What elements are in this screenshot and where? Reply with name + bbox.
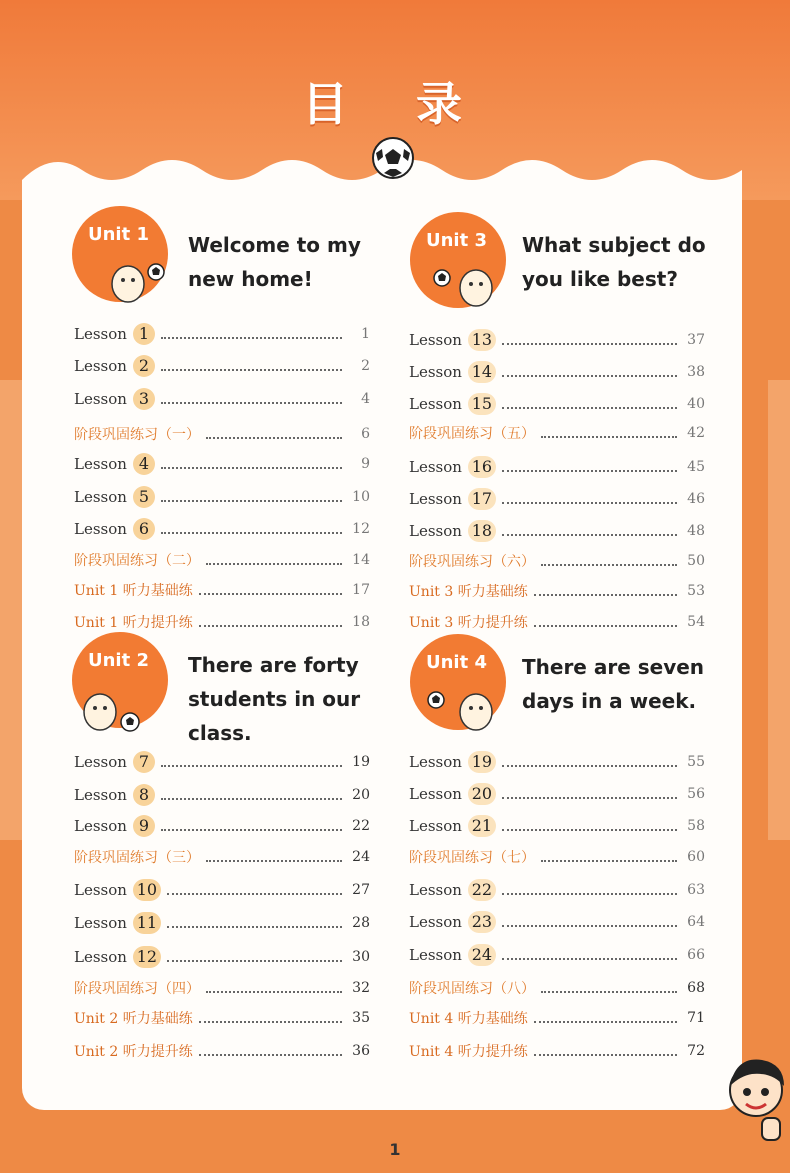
lesson-number: 12 xyxy=(133,946,161,968)
leader-dots xyxy=(502,343,677,345)
page-ref: 50 xyxy=(687,553,705,569)
lesson-number: 9 xyxy=(133,815,155,837)
lesson-label: Lesson xyxy=(409,522,462,540)
page-ref: 20 xyxy=(352,787,370,803)
lesson-label: Lesson xyxy=(409,395,462,413)
page-ref: 68 xyxy=(687,980,705,996)
leader-dots xyxy=(502,470,677,472)
unit-label: Unit 2 xyxy=(88,650,149,671)
leader-dots xyxy=(161,532,342,534)
toc-row[interactable] xyxy=(74,908,370,938)
dinosaur-mascot-icon xyxy=(426,684,502,736)
toc-row[interactable] xyxy=(409,875,705,905)
lesson-label: Lesson xyxy=(74,881,127,899)
unit-label: Unit 4 xyxy=(426,652,487,673)
lesson-number: 6 xyxy=(133,518,155,540)
page-ref: 40 xyxy=(687,396,705,412)
toc-row[interactable] xyxy=(409,389,705,419)
toc-row[interactable] xyxy=(74,747,370,777)
page-ref: 1 xyxy=(361,326,370,342)
leader-dots xyxy=(502,893,677,895)
toc-row[interactable] xyxy=(409,607,705,637)
lesson-number: 24 xyxy=(468,944,496,966)
lesson-number: 11 xyxy=(133,912,161,934)
leader-dots xyxy=(206,563,342,565)
lesson-number: 21 xyxy=(468,815,496,837)
leader-dots xyxy=(161,798,342,800)
page-ref: 56 xyxy=(687,786,705,802)
page-ref: 14 xyxy=(352,552,370,568)
toc-row[interactable] xyxy=(409,779,705,809)
leader-dots xyxy=(199,625,342,627)
lesson-label: Lesson xyxy=(74,390,127,408)
toc-row[interactable] xyxy=(74,575,370,605)
lesson-number: 13 xyxy=(468,329,496,351)
leader-dots xyxy=(541,860,677,862)
page-ref: 58 xyxy=(687,818,705,834)
leader-dots xyxy=(206,860,342,862)
lesson-label: Lesson xyxy=(409,490,462,508)
page-ref: 22 xyxy=(352,818,370,834)
leader-dots xyxy=(161,467,342,469)
page-ref: 55 xyxy=(687,754,705,770)
page-ref: 27 xyxy=(352,882,370,898)
lesson-number: 19 xyxy=(468,751,496,773)
lesson-label: Lesson xyxy=(409,913,462,931)
toc-row[interactable] xyxy=(409,1003,705,1033)
lesson-label: Lesson xyxy=(409,458,462,476)
toc-row[interactable] xyxy=(409,907,705,937)
toc-row[interactable] xyxy=(409,576,705,606)
dinosaur-mascot-icon xyxy=(78,684,144,736)
page-ref: 17 xyxy=(352,582,370,598)
practice-label: 阶段巩固练习（二） xyxy=(74,553,200,569)
lesson-number: 3 xyxy=(133,388,155,410)
listening-label: Unit 3 听力提升练 xyxy=(409,615,528,631)
toc-row[interactable] xyxy=(74,1003,370,1033)
page-ref: 42 xyxy=(687,425,705,441)
toc-row[interactable] xyxy=(409,811,705,841)
toc-row[interactable] xyxy=(74,514,370,544)
lesson-label: Lesson xyxy=(74,455,127,473)
toc-row[interactable] xyxy=(74,319,370,349)
lesson-number: 23 xyxy=(468,911,496,933)
listening-label: Unit 3 听力基础练 xyxy=(409,584,528,600)
leader-dots xyxy=(502,375,677,377)
leader-dots xyxy=(534,1054,677,1056)
page-ref: 24 xyxy=(352,849,370,865)
page-ref: 12 xyxy=(352,521,370,537)
toc-row[interactable] xyxy=(74,607,370,637)
leader-dots xyxy=(502,958,677,960)
practice-label: 阶段巩固练习（五） xyxy=(409,426,535,442)
toc-row[interactable] xyxy=(74,875,370,905)
leader-dots xyxy=(206,437,342,439)
leader-dots xyxy=(161,500,342,502)
toc-row[interactable] xyxy=(74,419,370,449)
leader-dots xyxy=(502,829,677,831)
listening-label: Unit 1 听力提升练 xyxy=(74,615,193,631)
leader-dots xyxy=(541,436,677,438)
unit-title: There are seven days in a week. xyxy=(522,655,705,713)
toc-row[interactable] xyxy=(409,940,705,970)
lesson-label: Lesson xyxy=(74,488,127,506)
lesson-label: Lesson xyxy=(74,817,127,835)
lesson-number: 1 xyxy=(133,323,155,345)
unit-title: There are forty students in our class. xyxy=(188,653,361,745)
toc-row[interactable] xyxy=(409,325,705,355)
page-ref: 6 xyxy=(361,426,370,442)
leader-dots xyxy=(534,1021,677,1023)
listening-label: Unit 1 听力基础练 xyxy=(74,583,193,599)
leader-dots xyxy=(502,502,677,504)
toc-row[interactable] xyxy=(74,942,370,972)
toc-row[interactable] xyxy=(409,546,705,576)
page-ref: 64 xyxy=(687,914,705,930)
unit-label: Unit 1 xyxy=(88,224,149,245)
page-ref: 28 xyxy=(352,915,370,931)
toc-row[interactable] xyxy=(74,973,370,1003)
toc-row[interactable] xyxy=(409,1036,705,1066)
toc-row[interactable] xyxy=(409,973,705,1003)
page-ref: 53 xyxy=(687,583,705,599)
listening-label: Unit 4 听力基础练 xyxy=(409,1011,528,1027)
right-stripe xyxy=(768,380,790,840)
dinosaur-mascot-icon xyxy=(106,258,168,306)
toc-row[interactable] xyxy=(74,545,370,575)
page-number: 1 xyxy=(389,1140,401,1159)
toc-row[interactable] xyxy=(409,452,705,482)
toc-row[interactable] xyxy=(74,384,370,414)
toc-row[interactable] xyxy=(409,484,705,514)
lesson-label: Lesson xyxy=(74,914,127,932)
page-ref: 36 xyxy=(352,1043,370,1059)
leader-dots xyxy=(502,407,677,409)
leader-dots xyxy=(502,765,677,767)
toc-row[interactable] xyxy=(74,811,370,841)
toc-row[interactable] xyxy=(74,449,370,479)
lesson-label: Lesson xyxy=(409,817,462,835)
leader-dots xyxy=(541,564,677,566)
page-ref: 10 xyxy=(352,489,370,505)
page-ref: 9 xyxy=(361,456,370,472)
lesson-number: 2 xyxy=(133,355,155,377)
left-stripe xyxy=(0,380,22,840)
leader-dots xyxy=(199,593,342,595)
leader-dots xyxy=(534,625,677,627)
practice-label: 阶段巩固练习（三） xyxy=(74,850,200,866)
page-title: 目 录 xyxy=(301,77,488,131)
leader-dots xyxy=(161,765,342,767)
unit-label: Unit 3 xyxy=(426,230,487,251)
leader-dots xyxy=(541,991,677,993)
leader-dots xyxy=(206,991,342,993)
lesson-number: 16 xyxy=(468,456,496,478)
page-ref: 38 xyxy=(687,364,705,380)
practice-label: 阶段巩固练习（八） xyxy=(409,981,535,997)
lesson-number: 8 xyxy=(133,784,155,806)
lesson-label: Lesson xyxy=(74,325,127,343)
soccer-ball-icon xyxy=(370,135,416,181)
page-ref: 37 xyxy=(687,332,705,348)
lesson-label: Lesson xyxy=(409,753,462,771)
page-ref: 48 xyxy=(687,523,705,539)
page-ref: 19 xyxy=(352,754,370,770)
leader-dots xyxy=(167,893,342,895)
toc-row[interactable] xyxy=(74,842,370,872)
page-ref: 32 xyxy=(352,980,370,996)
unit-title: What subject do you like best? xyxy=(522,233,706,291)
lesson-number: 4 xyxy=(133,453,155,475)
leader-dots xyxy=(502,534,677,536)
lesson-label: Lesson xyxy=(409,363,462,381)
listening-label: Unit 2 听力提升练 xyxy=(74,1044,193,1060)
lesson-label: Lesson xyxy=(74,753,127,771)
lesson-number: 17 xyxy=(468,488,496,510)
lesson-label: Lesson xyxy=(409,785,462,803)
page-ref: 60 xyxy=(687,849,705,865)
unit-title: Welcome to my new home! xyxy=(188,233,361,291)
lesson-label: Lesson xyxy=(409,331,462,349)
page-ref: 63 xyxy=(687,882,705,898)
lesson-number: 5 xyxy=(133,486,155,508)
toc-row[interactable] xyxy=(409,747,705,777)
toc-row[interactable] xyxy=(74,351,370,381)
boy-thumbs-up-icon xyxy=(722,1050,790,1150)
lesson-label: Lesson xyxy=(409,946,462,964)
lesson-number: 20 xyxy=(468,783,496,805)
toc-row[interactable] xyxy=(409,516,705,546)
leader-dots xyxy=(199,1054,342,1056)
leader-dots xyxy=(161,402,342,404)
listening-label: Unit 4 听力提升练 xyxy=(409,1044,528,1060)
lesson-number: 18 xyxy=(468,520,496,542)
leader-dots xyxy=(161,337,342,339)
page-ref: 45 xyxy=(687,459,705,475)
toc-row[interactable] xyxy=(409,418,705,448)
toc-row[interactable] xyxy=(74,482,370,512)
practice-label: 阶段巩固练习（四） xyxy=(74,981,200,997)
dinosaur-mascot-icon xyxy=(432,262,502,312)
toc-row[interactable] xyxy=(74,780,370,810)
leader-dots xyxy=(502,925,677,927)
page-ref: 35 xyxy=(352,1010,370,1026)
page-ref: 18 xyxy=(352,614,370,630)
page-ref: 30 xyxy=(352,949,370,965)
page-ref: 2 xyxy=(361,358,370,374)
lesson-label: Lesson xyxy=(74,786,127,804)
lesson-label: Lesson xyxy=(74,948,127,966)
lesson-label: Lesson xyxy=(74,357,127,375)
toc-row[interactable] xyxy=(74,1036,370,1066)
toc-row[interactable] xyxy=(409,842,705,872)
leader-dots xyxy=(502,797,677,799)
toc-row[interactable] xyxy=(409,357,705,387)
lesson-label: Lesson xyxy=(409,881,462,899)
page-ref: 66 xyxy=(687,947,705,963)
lesson-number: 14 xyxy=(468,361,496,383)
page-ref: 46 xyxy=(687,491,705,507)
leader-dots xyxy=(161,369,342,371)
practice-label: 阶段巩固练习（六） xyxy=(409,554,535,570)
practice-label: 阶段巩固练习（七） xyxy=(409,850,535,866)
page-ref: 71 xyxy=(687,1010,705,1026)
leader-dots xyxy=(167,960,342,962)
leader-dots xyxy=(167,926,342,928)
lesson-number: 15 xyxy=(468,393,496,415)
lesson-label: Lesson xyxy=(74,520,127,538)
lesson-number: 22 xyxy=(468,879,496,901)
leader-dots xyxy=(199,1021,342,1023)
listening-label: Unit 2 听力基础练 xyxy=(74,1011,193,1027)
leader-dots xyxy=(161,829,342,831)
lesson-number: 10 xyxy=(133,879,161,901)
page-ref: 4 xyxy=(361,391,370,407)
practice-label: 阶段巩固练习（一） xyxy=(74,427,200,443)
leader-dots xyxy=(534,594,677,596)
page-ref: 54 xyxy=(687,614,705,630)
page-ref: 72 xyxy=(687,1043,705,1059)
lesson-number: 7 xyxy=(133,751,155,773)
